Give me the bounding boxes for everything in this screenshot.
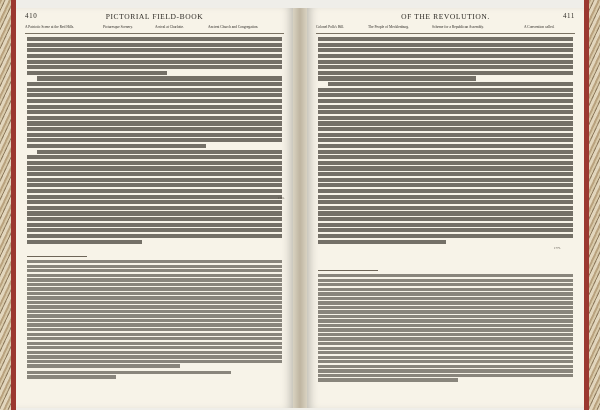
subhead: A Patriotic Scene at the Red Hills. — [25, 25, 75, 29]
text-line — [27, 333, 282, 336]
text-line — [27, 314, 282, 317]
body-text — [27, 37, 282, 245]
text-line — [27, 93, 282, 97]
text-line — [318, 127, 573, 131]
text-line — [318, 200, 573, 204]
subhead: Colonel Polk's Hill. — [316, 25, 345, 29]
text-line — [27, 234, 282, 238]
text-line — [318, 161, 573, 165]
margin-date: 1775. — [554, 246, 561, 250]
text-line — [27, 65, 282, 69]
text-line — [27, 60, 282, 64]
text-line — [27, 88, 282, 92]
text-line — [318, 240, 446, 244]
text-line — [27, 48, 282, 52]
text-line — [27, 217, 282, 221]
binding-edge-right — [584, 0, 589, 410]
text-line — [318, 319, 573, 322]
text-line — [318, 110, 573, 114]
text-line — [37, 150, 282, 154]
right-page — [307, 8, 584, 408]
text-line — [27, 301, 282, 304]
text-line — [318, 351, 573, 354]
text-line — [318, 155, 573, 159]
text-line — [318, 328, 573, 331]
text-line — [318, 54, 573, 58]
text-line — [27, 305, 282, 308]
text-line — [27, 355, 282, 358]
text-line — [318, 369, 573, 372]
text-line — [27, 319, 282, 322]
text-line — [318, 65, 573, 69]
footnotes — [27, 260, 282, 380]
text-line — [318, 105, 573, 109]
text-line — [318, 116, 573, 120]
text-line — [318, 37, 573, 41]
left-page-header — [25, 12, 284, 24]
text-line — [318, 324, 573, 327]
text-line — [318, 310, 573, 313]
text-line — [318, 99, 573, 103]
text-line — [318, 279, 573, 282]
text-line — [318, 88, 573, 92]
text-line — [318, 360, 573, 363]
text-line — [318, 288, 573, 291]
text-line — [318, 337, 573, 340]
text-line — [27, 116, 282, 120]
text-line — [27, 166, 282, 170]
subhead: Picturesque Scenery. — [103, 25, 133, 29]
text-line — [318, 121, 573, 125]
text-line — [27, 296, 282, 299]
text-line — [318, 378, 458, 381]
text-line — [27, 37, 282, 41]
text-line — [318, 172, 573, 176]
text-line — [27, 260, 282, 263]
text-line — [27, 206, 282, 210]
text-line — [318, 306, 573, 309]
text-line — [318, 166, 573, 170]
text-line — [318, 133, 573, 137]
text-line — [27, 138, 282, 142]
text-line — [318, 283, 573, 286]
margin-date: 1781. — [278, 196, 285, 200]
text-line — [27, 178, 282, 182]
text-line — [27, 200, 282, 204]
text-line — [318, 228, 573, 232]
text-line — [27, 283, 282, 286]
text-line — [318, 48, 573, 52]
text-line — [318, 138, 573, 142]
marbled-edge-left — [0, 0, 11, 410]
text-line — [27, 323, 282, 326]
text-line — [318, 144, 573, 148]
subheads — [316, 25, 575, 34]
text-line — [27, 161, 282, 165]
text-line — [318, 347, 573, 350]
text-line — [27, 364, 180, 367]
right-page-header — [316, 12, 575, 24]
text-line — [318, 333, 573, 336]
text-line — [27, 110, 282, 114]
text-line — [318, 342, 573, 345]
text-line — [27, 82, 282, 86]
text-line — [318, 297, 573, 300]
text-line — [27, 127, 282, 131]
page-number: 411 — [562, 12, 575, 20]
text-line — [27, 351, 282, 354]
text-line — [27, 99, 282, 103]
page-number: 410 — [25, 12, 38, 20]
text-line — [328, 82, 573, 86]
text-line — [318, 206, 573, 210]
text-line — [318, 76, 476, 80]
text-line — [318, 195, 573, 199]
text-line — [318, 178, 573, 182]
subheads — [25, 25, 284, 34]
text-line — [27, 287, 282, 290]
text-line — [318, 93, 573, 97]
text-line — [27, 360, 282, 363]
text-line — [27, 292, 282, 295]
text-line — [27, 121, 282, 125]
marbled-edge-right — [589, 0, 600, 410]
text-line — [27, 371, 231, 374]
text-line — [37, 76, 282, 80]
text-line — [27, 211, 282, 215]
text-line — [27, 265, 282, 268]
text-line — [27, 155, 282, 159]
text-line — [318, 223, 573, 227]
running-head: PICTORIAL FIELD-BOOK — [105, 12, 204, 21]
text-line — [27, 375, 116, 378]
text-line — [27, 240, 142, 244]
text-line — [27, 228, 282, 232]
text-line — [27, 195, 282, 199]
text-line — [27, 342, 282, 345]
text-line — [27, 346, 282, 349]
subhead: Scheme for a Republican Assembly. — [432, 25, 484, 29]
text-line — [27, 54, 282, 58]
text-line — [27, 269, 282, 272]
text-line — [27, 183, 282, 187]
subhead: Arrival at Charlotte. — [155, 25, 185, 29]
text-line — [27, 223, 282, 227]
subhead: A Convention called. — [524, 25, 555, 29]
running-head: OF THE REVOLUTION. — [401, 12, 490, 21]
text-line — [318, 374, 573, 377]
text-line — [27, 71, 167, 75]
subhead: Ancient Church and Congregation. — [208, 25, 259, 29]
text-line — [318, 301, 573, 304]
text-line — [27, 172, 282, 176]
text-line — [27, 328, 282, 331]
left-page — [16, 8, 293, 408]
text-line — [318, 356, 573, 359]
text-line — [27, 105, 282, 109]
footnote-rule — [27, 256, 87, 257]
text-line — [27, 144, 206, 148]
text-line — [27, 310, 282, 313]
text-line — [27, 133, 282, 137]
text-line — [318, 315, 573, 318]
text-line — [318, 234, 573, 238]
text-line — [27, 274, 282, 277]
text-line — [27, 278, 282, 281]
text-line — [27, 43, 282, 47]
text-line — [318, 292, 573, 295]
text-line — [27, 189, 282, 193]
subhead: The People of Mecklenburg. — [368, 25, 410, 29]
text-line — [318, 189, 573, 193]
text-line — [318, 274, 573, 277]
text-line — [318, 71, 573, 75]
text-line — [318, 217, 573, 221]
text-line — [318, 211, 573, 215]
gutter — [293, 8, 307, 408]
text-line — [318, 183, 573, 187]
footnotes — [318, 274, 573, 383]
text-line — [318, 365, 573, 368]
text-line — [27, 337, 282, 340]
body-text — [318, 37, 573, 245]
footnote-rule — [318, 270, 378, 271]
text-line — [318, 60, 573, 64]
text-line — [318, 150, 573, 154]
text-line — [318, 43, 573, 47]
